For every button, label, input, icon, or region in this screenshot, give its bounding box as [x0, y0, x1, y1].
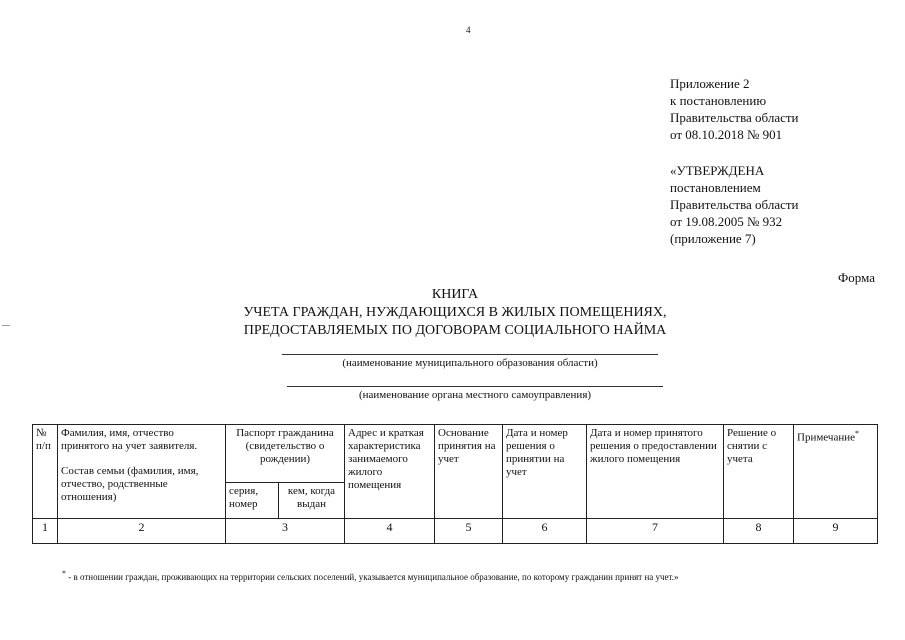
authority-fill-line: [287, 386, 663, 387]
margin-mark: [2, 325, 10, 326]
header-address: Адрес и краткая характеристика занимаемого жилого помещения: [345, 425, 435, 519]
authority-caption: (наименование органа местного самоуправления): [358, 389, 592, 401]
header-row: [33, 425, 878, 483]
municipality-fill-line: [282, 354, 658, 355]
index-cell: 9: [794, 519, 878, 544]
header-removal: Решение о снятии с учета: [724, 425, 794, 519]
page-number: 4: [466, 25, 471, 35]
footnote-mark: *: [62, 569, 66, 578]
title-line-2: УЧЕТА ГРАЖДАН, НУЖДАЮЩИХСЯ В ЖИЛЫХ ПОМЕЩЕНИЯХ,: [243, 305, 667, 320]
title-line-3: ПРЕДОСТАВЛЯЕМЫХ ПО ДОГОВОРАМ СОЦИАЛЬНОГО НАЙМА: [243, 323, 667, 338]
approval-reference: [670, 162, 799, 247]
form-label: Форма: [838, 270, 875, 285]
index-cell: 3: [226, 519, 345, 544]
approval-line: от 19.08.2005 № 932: [670, 214, 783, 229]
header-family-text: Состав семьи (фамилия, имя, отчество, родственные отношения): [61, 465, 199, 503]
header-name: [58, 425, 226, 519]
approval-line: Правительства области: [670, 197, 799, 212]
index-row: [33, 519, 878, 544]
footnote: [62, 569, 679, 582]
header-series: серия, номер: [226, 483, 279, 519]
appendix-line: Правительства области: [670, 110, 799, 125]
header-passport: Паспорт гражданина (свидетельство о рождении): [226, 425, 345, 483]
header-note-text: Примечание: [797, 431, 855, 444]
appendix-reference: [670, 75, 799, 143]
header-accept-date: Дата и номер решения о принятии на учет: [503, 425, 587, 519]
header-note-mark: *: [855, 429, 859, 438]
header-name-text: Фамилия, имя, отчество принятого на учет заявителя.: [61, 427, 198, 452]
appendix-line: к постановлению: [670, 93, 767, 108]
title-line-1: КНИГА: [431, 287, 479, 302]
header-note: [794, 425, 878, 519]
index-cell: 5: [435, 519, 503, 544]
header-basis: Основание принятия на учет: [435, 425, 503, 519]
approval-line: постановлением: [670, 180, 761, 195]
appendix-line: от 08.10.2018 № 901: [670, 127, 783, 142]
index-cell: 6: [503, 519, 587, 544]
approval-line: «УТВЕРЖДЕНА: [670, 163, 765, 178]
footnote-text: - в отношении граждан, проживающих на территории сельских поселений, указывается муниципальное образование, по которому гражданин принят на учет.»: [66, 572, 679, 582]
header-issued-by: кем, когда выдан: [279, 483, 345, 519]
index-cell: 8: [724, 519, 794, 544]
index-cell: 1: [33, 519, 58, 544]
header-num: № п/п: [33, 425, 58, 519]
index-cell: 4: [345, 519, 435, 544]
appendix-line: Приложение 2: [670, 76, 750, 91]
index-cell: 2: [58, 519, 226, 544]
index-cell: 7: [587, 519, 724, 544]
municipality-caption: (наименование муниципального образования области): [342, 357, 598, 369]
document-title: [195, 286, 715, 340]
approval-line: (приложение 7): [670, 231, 756, 246]
header-provide-date: Дата и номер принятого решения о предоставлении жилого помещения: [587, 425, 724, 519]
registry-table: [32, 424, 878, 544]
